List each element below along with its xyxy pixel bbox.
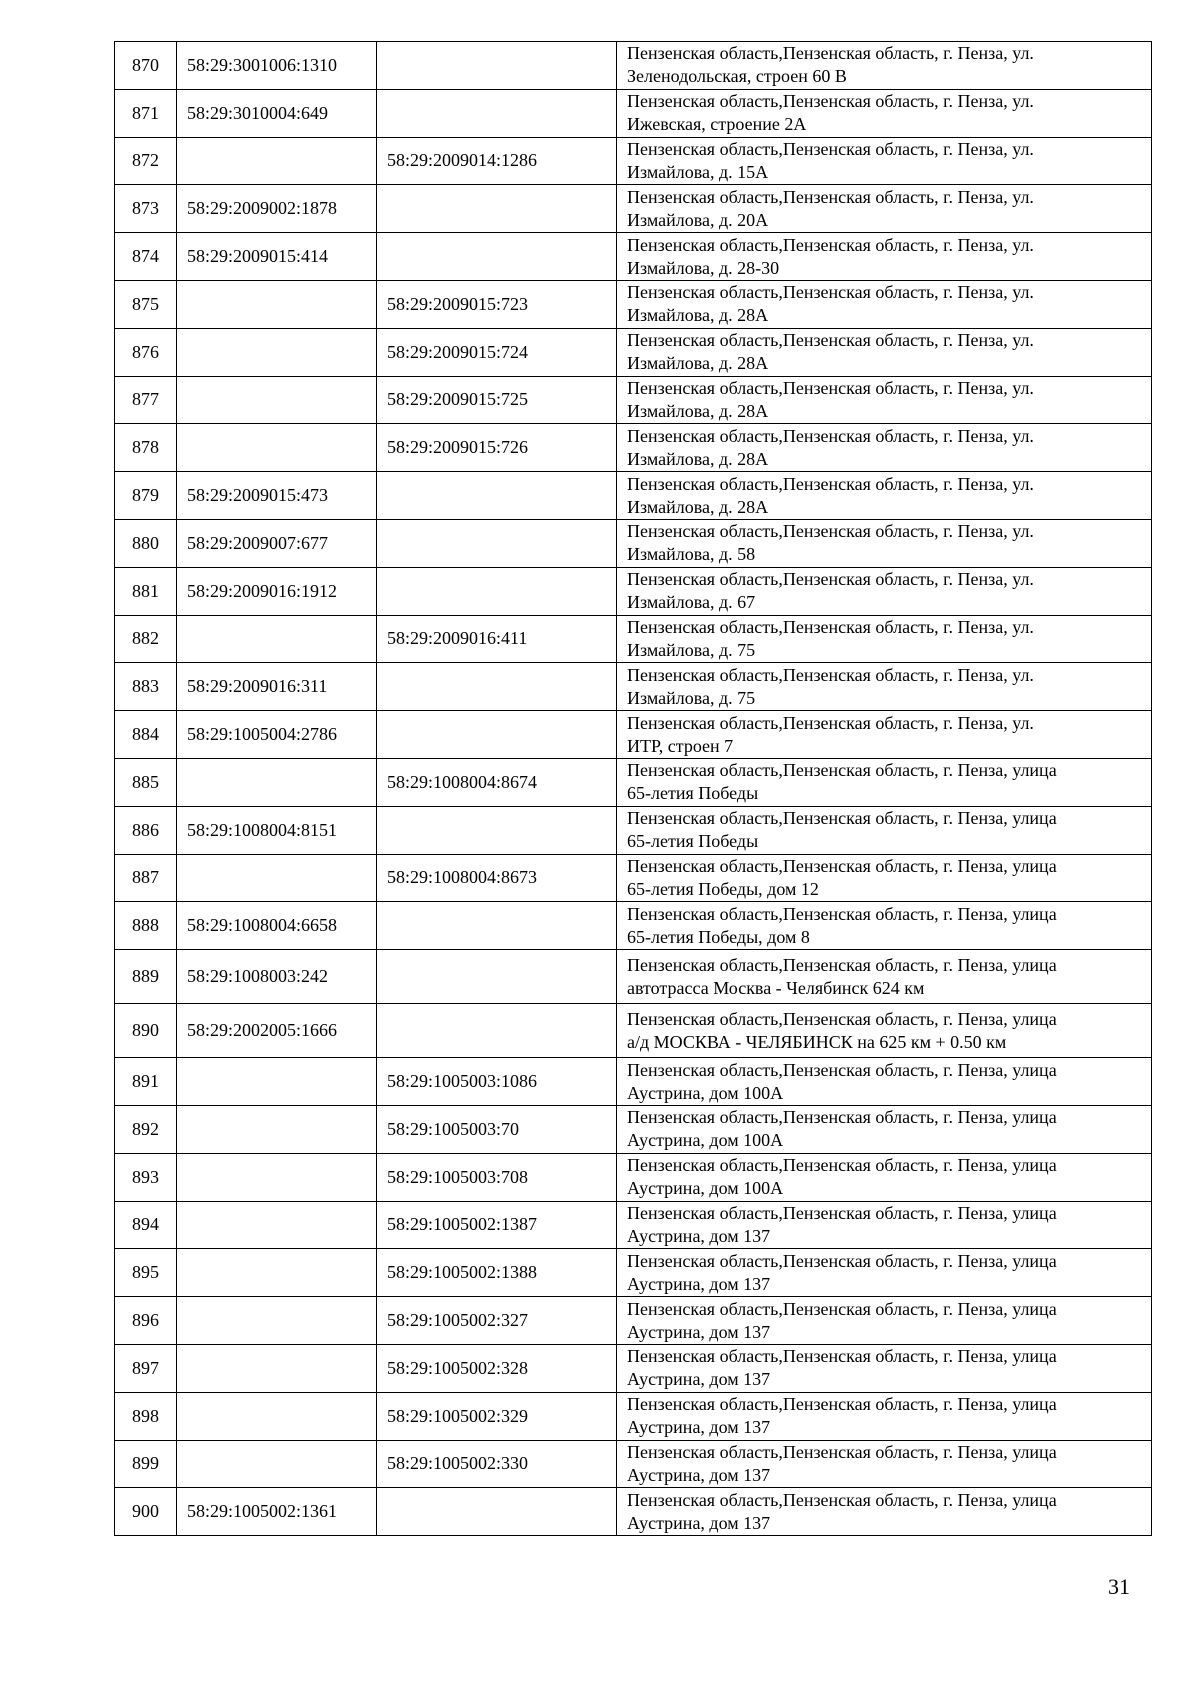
row-number: 885 — [115, 758, 177, 806]
address-cell — [617, 1344, 1152, 1392]
cadastral-number-2: 58:29:2009015:724 — [377, 328, 617, 376]
address-line: Пензенская область,Пензенская область, г. Пенза, улица — [627, 808, 1057, 829]
cadastral-number-2: 58:29:2009014:1286 — [377, 137, 617, 185]
row-number: 881 — [115, 567, 177, 615]
cadastral-number-2: 58:29:2009016:411 — [377, 615, 617, 663]
table-row — [115, 328, 1152, 376]
address-line: Пензенская область,Пензенская область, г. Пенза, ул. — [627, 569, 1034, 590]
cadastral-number-1: 58:29:1005004:2786 — [177, 711, 377, 759]
cadastral-number-2: 58:29:1005003:1086 — [377, 1058, 617, 1106]
cadastral-number-1: 58:29:2009002:1878 — [177, 185, 377, 233]
page-number: 31 — [1108, 1574, 1130, 1599]
address-cell — [617, 89, 1152, 137]
address-line: Пензенская область,Пензенская область, г. Пенза, ул. — [627, 664, 1034, 685]
cadastral-number-1 — [177, 1201, 377, 1249]
address-cell — [617, 1153, 1152, 1201]
address-line: Измайлова, д. 20А — [627, 209, 769, 230]
cadastral-number-2 — [377, 950, 617, 1004]
row-number: 874 — [115, 233, 177, 281]
table-row — [115, 1249, 1152, 1297]
table-row — [115, 185, 1152, 233]
address-cell — [617, 424, 1152, 472]
address-line: 65-летия Победы — [627, 783, 759, 804]
address-line: а/д МОСКВА - ЧЕЛЯБИНСК на 625 км + 0.50 км — [627, 1031, 1007, 1052]
address-line: Измайлова, д. 28А — [627, 448, 769, 469]
cadastral-number-1 — [177, 280, 377, 328]
table-row — [115, 42, 1152, 90]
address-line: Пензенская область,Пензенская область, г. Пенза, ул. — [627, 282, 1034, 303]
cadastral-number-2: 58:29:2009015:723 — [377, 280, 617, 328]
address-cell — [617, 472, 1152, 520]
address-line: Пензенская область,Пензенская область, г. Пенза, ул. — [627, 91, 1034, 112]
table-row — [115, 758, 1152, 806]
address-line: Пензенская область,Пензенская область, г. Пенза, улица — [627, 1250, 1057, 1271]
cadastral-number-1 — [177, 1058, 377, 1106]
address-line: Аустрина, дом 137 — [627, 1321, 771, 1342]
table-row — [115, 806, 1152, 854]
cadastral-number-1 — [177, 1297, 377, 1345]
address-line: автотрасса Москва - Челябинск 624 км — [627, 977, 925, 998]
address-cell — [617, 1440, 1152, 1488]
table-row — [115, 663, 1152, 711]
row-number: 898 — [115, 1392, 177, 1440]
row-number: 887 — [115, 854, 177, 902]
cadastral-number-1: 58:29:2009015:473 — [177, 472, 377, 520]
address-line: Пензенская область,Пензенская область, г. Пенза, улица — [627, 1441, 1057, 1462]
address-line: ИТР, строен 7 — [627, 735, 734, 756]
address-line: Пензенская область,Пензенская область, г. Пенза, ул. — [627, 521, 1034, 542]
address-cell — [617, 376, 1152, 424]
address-cell — [617, 1058, 1152, 1106]
address-line: Измайлова, д. 28-30 — [627, 257, 780, 278]
table-row — [115, 1004, 1152, 1058]
address-line: Пензенская область,Пензенская область, г. Пенза, ул. — [627, 712, 1034, 733]
table-row — [115, 137, 1152, 185]
address-line: Аустрина, дом 100А — [627, 1130, 784, 1151]
cadastral-number-1 — [177, 424, 377, 472]
address-line: Пензенская область,Пензенская область, г. Пенза, улица — [627, 1346, 1057, 1367]
table-row — [115, 1488, 1152, 1536]
address-line: 65-летия Победы, дом 8 — [627, 926, 810, 947]
cadastral-number-2: 58:29:1005002:328 — [377, 1344, 617, 1392]
row-number: 889 — [115, 950, 177, 1004]
address-line: Пензенская область,Пензенская область, г. Пенза, улица — [627, 1202, 1057, 1223]
address-line: Аустрина, дом 137 — [627, 1273, 771, 1294]
cadastral-number-2 — [377, 519, 617, 567]
table-row — [115, 950, 1152, 1004]
table-row — [115, 519, 1152, 567]
row-number: 880 — [115, 519, 177, 567]
cadastral-number-2 — [377, 663, 617, 711]
table-row — [115, 1440, 1152, 1488]
address-cell — [617, 902, 1152, 950]
table-row — [115, 1105, 1152, 1153]
row-number: 877 — [115, 376, 177, 424]
address-cell — [617, 328, 1152, 376]
address-line: Измайлова, д. 75 — [627, 639, 756, 660]
row-number: 871 — [115, 89, 177, 137]
cadastral-number-2: 58:29:1005002:329 — [377, 1392, 617, 1440]
row-number: 893 — [115, 1153, 177, 1201]
address-cell — [617, 567, 1152, 615]
table-row — [115, 615, 1152, 663]
cadastral-number-1: 58:29:1008004:8151 — [177, 806, 377, 854]
address-line: Пензенская область,Пензенская область, г. Пенза, ул. — [627, 425, 1034, 446]
cadastral-number-1 — [177, 1392, 377, 1440]
cadastral-table — [114, 41, 1152, 1536]
address-cell — [617, 615, 1152, 663]
cadastral-number-1 — [177, 1153, 377, 1201]
address-line: Пензенская область,Пензенская область, г. Пенза, улица — [627, 903, 1057, 924]
address-line: Пензенская область,Пензенская область, г. Пенза, улица — [627, 1298, 1057, 1319]
table-row — [115, 1344, 1152, 1392]
cadastral-number-2 — [377, 1004, 617, 1058]
row-number: 873 — [115, 185, 177, 233]
row-number: 897 — [115, 1344, 177, 1392]
row-number: 884 — [115, 711, 177, 759]
cadastral-number-1: 58:29:1008003:242 — [177, 950, 377, 1004]
cadastral-number-1: 58:29:1008004:6658 — [177, 902, 377, 950]
cadastral-number-2 — [377, 42, 617, 90]
row-number: 896 — [115, 1297, 177, 1345]
row-number: 876 — [115, 328, 177, 376]
address-line: Пензенская область,Пензенская область, г. Пенза, улица — [627, 760, 1057, 781]
cadastral-number-1 — [177, 615, 377, 663]
cadastral-number-1 — [177, 1249, 377, 1297]
cadastral-number-2: 58:29:1008004:8673 — [377, 854, 617, 902]
table-row — [115, 424, 1152, 472]
cadastral-number-1 — [177, 328, 377, 376]
address-cell — [617, 950, 1152, 1004]
table-row — [115, 1153, 1152, 1201]
cadastral-number-1: 58:29:2009015:414 — [177, 233, 377, 281]
address-cell — [617, 1488, 1152, 1536]
row-number: 899 — [115, 1440, 177, 1488]
table-row — [115, 567, 1152, 615]
address-cell — [617, 854, 1152, 902]
address-line: Пензенская область,Пензенская область, г. Пенза, улица — [627, 855, 1057, 876]
address-line: Измайлова, д. 28А — [627, 400, 769, 421]
row-number: 882 — [115, 615, 177, 663]
address-cell — [617, 758, 1152, 806]
address-cell — [617, 1392, 1152, 1440]
cadastral-number-1: 58:29:1005002:1361 — [177, 1488, 377, 1536]
address-cell — [617, 1105, 1152, 1153]
row-number: 888 — [115, 902, 177, 950]
address-cell — [617, 1004, 1152, 1058]
row-number: 900 — [115, 1488, 177, 1536]
address-line: Измайлова, д. 75 — [627, 687, 756, 708]
address-cell — [617, 663, 1152, 711]
cadastral-number-1: 58:29:2009016:1912 — [177, 567, 377, 615]
address-line: Пензенская область,Пензенская область, г. Пенза, улица — [627, 954, 1057, 975]
address-line: Измайлова, д. 15А — [627, 161, 769, 182]
address-line: Пензенская область,Пензенская область, г. Пенза, улица — [627, 1489, 1057, 1510]
address-cell — [617, 1201, 1152, 1249]
cadastral-number-1: 58:29:2002005:1666 — [177, 1004, 377, 1058]
cadastral-number-1: 58:29:3001006:1310 — [177, 42, 377, 90]
address-line: Измайлова, д. 28А — [627, 353, 769, 374]
cadastral-number-2: 58:29:1005003:70 — [377, 1105, 617, 1153]
address-line: Пензенская область,Пензенская область, г. Пенза, ул. — [627, 186, 1034, 207]
table-row — [115, 233, 1152, 281]
address-line: Аустрина, дом 100А — [627, 1178, 784, 1199]
cadastral-number-2: 58:29:1005002:1388 — [377, 1249, 617, 1297]
address-line: 65-летия Победы — [627, 831, 759, 852]
table-row — [115, 1297, 1152, 1345]
address-cell — [617, 185, 1152, 233]
address-line: Пензенская область,Пензенская область, г. Пенза, ул. — [627, 330, 1034, 351]
address-line: Аустрина, дом 137 — [627, 1464, 771, 1485]
cadastral-number-2 — [377, 472, 617, 520]
address-line: Измайлова, д. 28А — [627, 305, 769, 326]
cadastral-number-1 — [177, 1105, 377, 1153]
cadastral-number-1: 58:29:2009016:311 — [177, 663, 377, 711]
address-line: Аустрина, дом 137 — [627, 1225, 771, 1246]
table-row — [115, 854, 1152, 902]
table-row — [115, 89, 1152, 137]
row-number: 890 — [115, 1004, 177, 1058]
cadastral-number-2 — [377, 89, 617, 137]
row-number: 879 — [115, 472, 177, 520]
table-row — [115, 472, 1152, 520]
address-cell — [617, 711, 1152, 759]
address-line: Измайлова, д. 58 — [627, 544, 756, 565]
address-line: Пензенская область,Пензенская область, г. Пенза, улица — [627, 1155, 1057, 1176]
table-body — [115, 42, 1152, 1536]
cadastral-number-1 — [177, 137, 377, 185]
row-number: 883 — [115, 663, 177, 711]
cadastral-number-1 — [177, 1344, 377, 1392]
table-row — [115, 711, 1152, 759]
address-line: Пензенская область,Пензенская область, г. Пенза, ул. — [627, 138, 1034, 159]
address-line: Аустрина, дом 137 — [627, 1512, 771, 1533]
address-line: Пензенская область,Пензенская область, г. Пенза, улица — [627, 1008, 1057, 1029]
cadastral-number-2 — [377, 567, 617, 615]
address-line: Ижевская, строение 2А — [627, 114, 807, 135]
row-number: 886 — [115, 806, 177, 854]
table-row — [115, 1058, 1152, 1106]
row-number: 872 — [115, 137, 177, 185]
address-cell — [617, 42, 1152, 90]
cadastral-number-2 — [377, 1488, 617, 1536]
row-number: 894 — [115, 1201, 177, 1249]
address-line: Пензенская область,Пензенская область, г. Пенза, ул. — [627, 616, 1034, 637]
row-number: 892 — [115, 1105, 177, 1153]
address-line: Аустрина, дом 137 — [627, 1417, 771, 1438]
address-line: 65-летия Победы, дом 12 — [627, 878, 819, 899]
cadastral-number-2: 58:29:1008004:8674 — [377, 758, 617, 806]
table-row — [115, 902, 1152, 950]
table-row — [115, 280, 1152, 328]
address-cell — [617, 233, 1152, 281]
cadastral-number-2 — [377, 233, 617, 281]
cadastral-number-2 — [377, 806, 617, 854]
address-line: Пензенская область,Пензенская область, г. Пенза, ул. — [627, 234, 1034, 255]
cadastral-number-1 — [177, 758, 377, 806]
row-number: 891 — [115, 1058, 177, 1106]
cadastral-number-2: 58:29:2009015:726 — [377, 424, 617, 472]
address-line: Зеленодольская, строен 60 В — [627, 66, 847, 87]
row-number: 878 — [115, 424, 177, 472]
cadastral-number-1 — [177, 854, 377, 902]
address-line: Пензенская область,Пензенская область, г. Пенза, улица — [627, 1107, 1057, 1128]
cadastral-number-2 — [377, 711, 617, 759]
cadastral-number-1: 58:29:3010004:649 — [177, 89, 377, 137]
address-line: Пензенская область,Пензенская область, г. Пенза, ул. — [627, 473, 1034, 494]
cadastral-number-2: 58:29:1005002:330 — [377, 1440, 617, 1488]
cadastral-number-1: 58:29:2009007:677 — [177, 519, 377, 567]
address-line: Пензенская область,Пензенская область, г. Пенза, улица — [627, 1394, 1057, 1415]
address-cell — [617, 519, 1152, 567]
cadastral-number-2: 58:29:1005002:327 — [377, 1297, 617, 1345]
address-cell — [617, 806, 1152, 854]
row-number: 875 — [115, 280, 177, 328]
address-line: Пензенская область,Пензенская область, г. Пенза, ул. — [627, 43, 1034, 64]
cadastral-number-2 — [377, 185, 617, 233]
address-line: Пензенская область,Пензенская область, г. Пенза, улица — [627, 1059, 1057, 1080]
table-row — [115, 1201, 1152, 1249]
address-line: Измайлова, д. 28А — [627, 496, 769, 517]
cadastral-number-2: 58:29:1005003:708 — [377, 1153, 617, 1201]
row-number: 870 — [115, 42, 177, 90]
table-row — [115, 376, 1152, 424]
address-cell — [617, 1297, 1152, 1345]
address-line: Пензенская область,Пензенская область, г. Пенза, ул. — [627, 377, 1034, 398]
cadastral-number-1 — [177, 1440, 377, 1488]
cadastral-number-2 — [377, 902, 617, 950]
address-cell — [617, 137, 1152, 185]
cadastral-number-2: 58:29:1005002:1387 — [377, 1201, 617, 1249]
cadastral-number-1 — [177, 376, 377, 424]
address-line: Измайлова, д. 67 — [627, 592, 756, 613]
address-cell — [617, 1249, 1152, 1297]
table-row — [115, 1392, 1152, 1440]
address-line: Аустрина, дом 100А — [627, 1082, 784, 1103]
address-line: Аустрина, дом 137 — [627, 1369, 771, 1390]
row-number: 895 — [115, 1249, 177, 1297]
address-cell — [617, 280, 1152, 328]
cadastral-number-2: 58:29:2009015:725 — [377, 376, 617, 424]
